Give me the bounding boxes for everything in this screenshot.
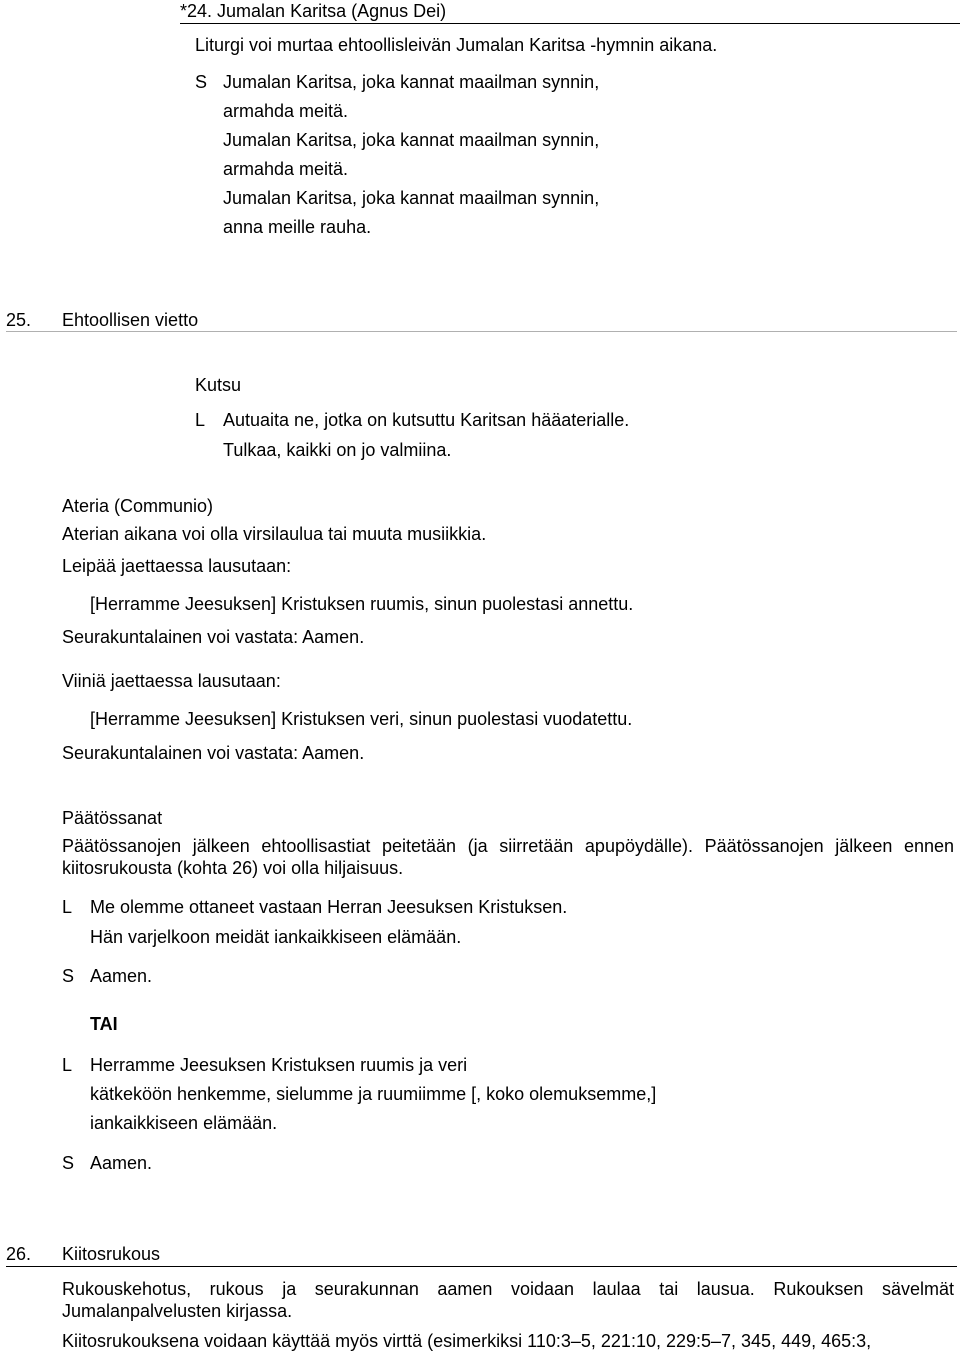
v2-leader-line: kätkeköön henkemme, sielumme ja ruumiimme [, koko olemuksemme,]: [90, 1084, 657, 1104]
section-25-rule: [6, 331, 957, 332]
section-26-rule: [6, 1266, 957, 1267]
v1-congregation-response: Aamen.: [90, 966, 153, 986]
bread-words: [Herramme Jeesuksen] Kristuksen ruumis, sinun puolestasi annettu.: [90, 594, 634, 614]
v2-leader-line: iankaikkiseen elämään.: [90, 1113, 278, 1133]
v2-leader-marker: L: [62, 1055, 73, 1075]
section-26-title: Kiitosrukous: [62, 1244, 161, 1264]
v1-leader-line: Hän varjelkoon meidät iankaikkiseen elämään.: [90, 927, 462, 947]
v1-leader-marker: L: [62, 897, 73, 917]
alternative-label: TAI: [90, 1014, 118, 1034]
bread-intro: Leipää jaettaessa lausutaan:: [62, 556, 292, 576]
kutsu-title: Kutsu: [195, 375, 242, 395]
section-26-paragraph: Rukouskehotus, rukous ja seurakunnan aamen voidaan laulaa tai lausua. Rukouksen sävelmät Jumalanpalvelusten kirjassa.: [62, 1279, 954, 1321]
agnus-line: armahda meitä.: [223, 159, 349, 179]
kutsu-speaker-marker: L: [195, 410, 206, 430]
agnus-line: armahda meitä.: [223, 101, 349, 121]
agnus-line: Jumalan Karitsa, joka kannat maailman synnin,: [223, 188, 600, 208]
section-26-number: 26.: [6, 1244, 32, 1264]
kutsu-line: Tulkaa, kaikki on jo valmiina.: [223, 440, 452, 460]
v1-congregation-marker: S: [62, 966, 75, 986]
wine-response: Seurakuntalainen voi vastata: Aamen.: [62, 743, 365, 763]
section-25-number: 25.: [6, 310, 32, 330]
wine-words: [Herramme Jeesuksen] Kristuksen veri, sinun puolestasi vuodatettu.: [90, 709, 633, 729]
wine-intro: Viiniä jaettaessa lausutaan:: [62, 671, 281, 691]
section-25-title: Ehtoollisen vietto: [62, 310, 199, 330]
paatos-note: Päätössanojen jälkeen ehtoollisastiat peitetään (ja siirretään apupöydälle). Päätössanojen jälkeen ennen kiitosrukousta (kohta 26) voi olla hiljaisuus.: [62, 836, 954, 878]
kutsu-line: Autuaita ne, jotka on kutsuttu Karitsan hääaterialle.: [223, 410, 630, 430]
v1-leader-line: Me olemme ottaneet vastaan Herran Jeesuksen Kristuksen.: [90, 897, 568, 917]
ateria-note: Aterian aikana voi olla virsilaulua tai muuta musiikkia.: [62, 524, 487, 544]
ateria-title: Ateria (Communio): [62, 496, 214, 516]
bread-response: Seurakuntalainen voi vastata: Aamen.: [62, 627, 365, 647]
agnus-line: anna meille rauha.: [223, 217, 372, 237]
v2-congregation-response: Aamen.: [90, 1153, 153, 1173]
section-24-heading: *24. Jumalan Karitsa (Agnus Dei): [180, 1, 447, 21]
agnus-speaker-marker: S: [195, 72, 208, 92]
v2-leader-line: Herramme Jeesuksen Kristuksen ruumis ja veri: [90, 1055, 468, 1075]
agnus-note: Liturgi voi murtaa ehtoollisleivän Jumalan Karitsa -hymnin aikana.: [195, 35, 718, 55]
v2-congregation-marker: S: [62, 1153, 75, 1173]
section-24-rule: [180, 23, 960, 24]
paatos-title: Päätössanat: [62, 808, 163, 828]
section-26-paragraph: Kiitosrukouksena voidaan käyttää myös virttä (esimerkiksi 110:3–5, 221:10, 229:5–7, 345, 449, 465:3,: [62, 1331, 872, 1351]
agnus-line: Jumalan Karitsa, joka kannat maailman synnin,: [223, 72, 600, 92]
agnus-line: Jumalan Karitsa, joka kannat maailman synnin,: [223, 130, 600, 150]
